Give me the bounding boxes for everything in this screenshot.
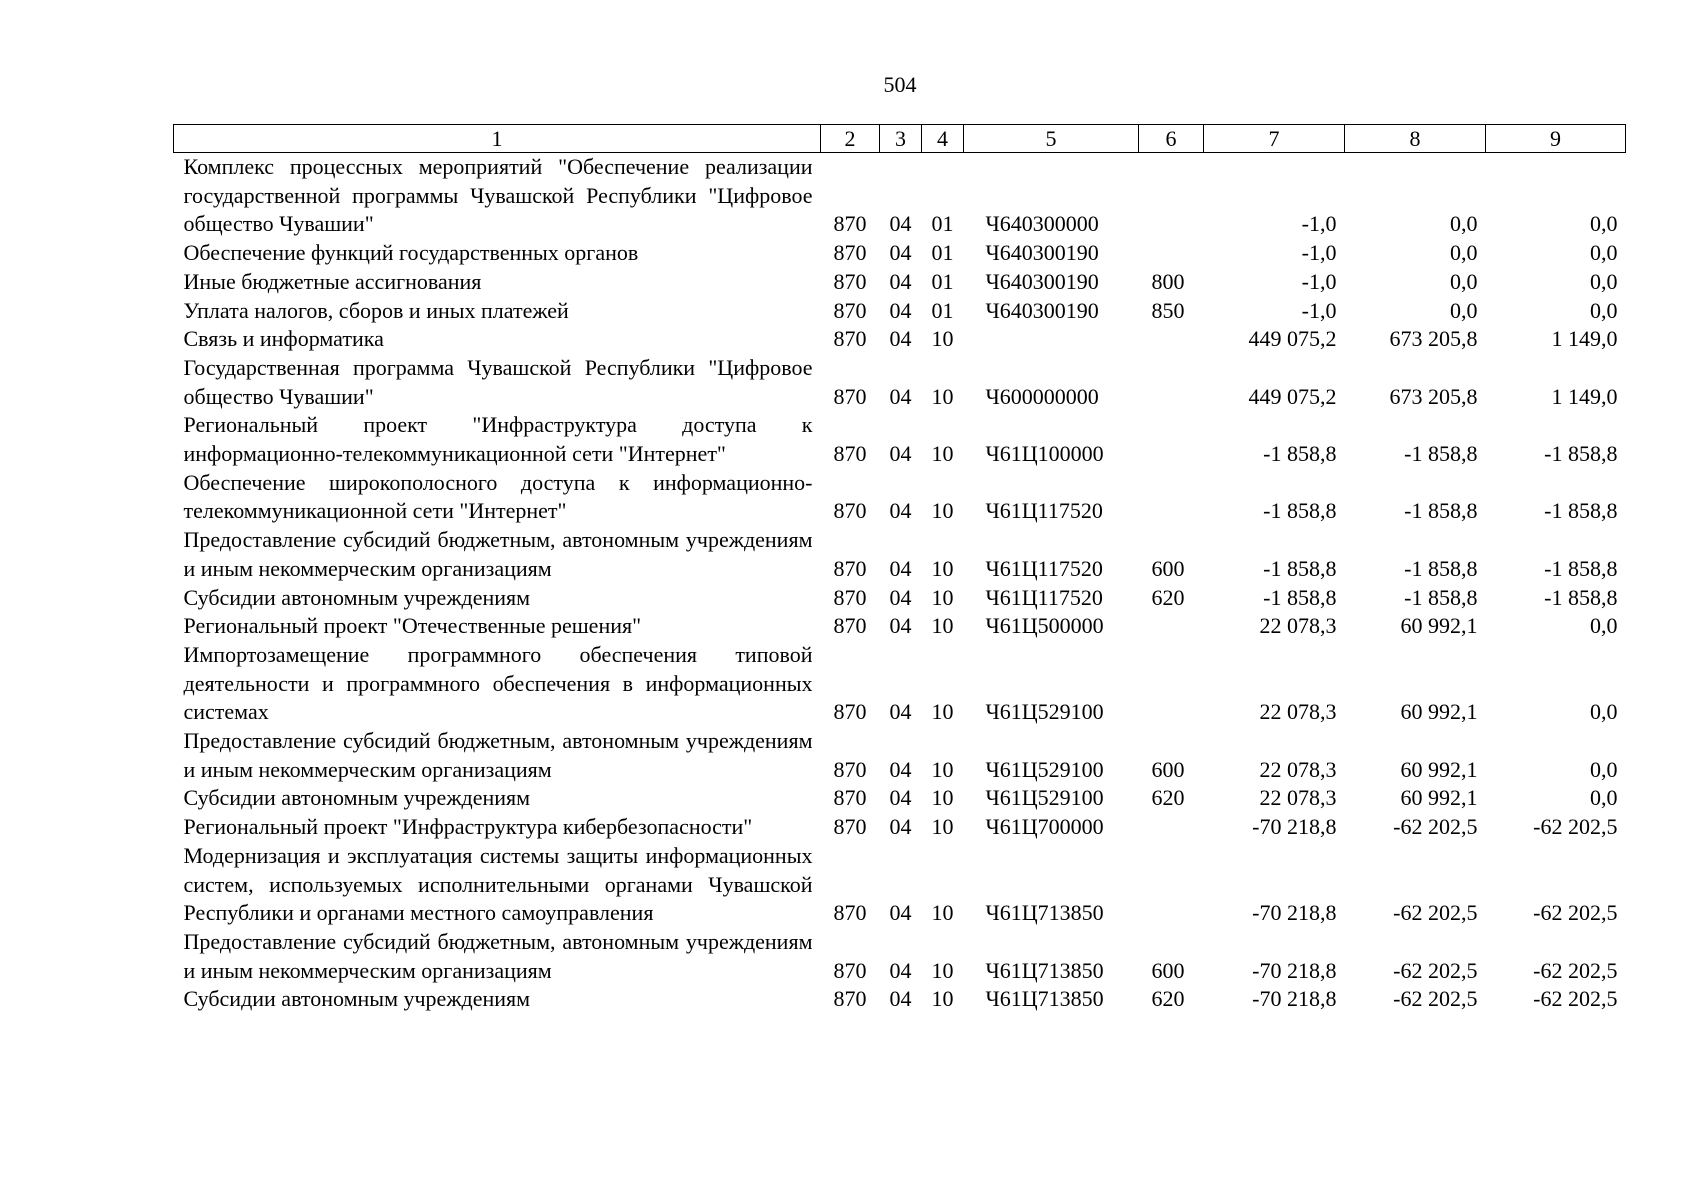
- amount-cell-7: -1,0: [1301, 297, 1337, 323]
- table-row: [174, 526, 1626, 583]
- amount-cell-9: 0,0: [1590, 785, 1618, 811]
- budget-table: [173, 124, 1626, 1014]
- column-header: 5: [964, 125, 1139, 153]
- amount-cell-8: -1 858,8: [1404, 555, 1478, 581]
- amount-cell-8: 673 205,8: [1389, 383, 1478, 409]
- ministry-code-cell: 870: [833, 699, 867, 725]
- expense-type-cell: [1139, 153, 1204, 240]
- target-code-cell: Ч640300190: [985, 297, 1099, 323]
- amount-cell-8: -62 202,5: [1393, 986, 1478, 1012]
- amount-cell-9: -1 858,8: [1544, 441, 1618, 467]
- row-name-cell: Комплекс процессных мероприятий "Обеспечение реализации государственной программы Чувашской Республики "Цифровое общество Чувашии": [183, 154, 813, 237]
- amount-cell-8: -62 202,5: [1393, 814, 1478, 840]
- table-row: [174, 239, 1626, 268]
- amount-cell-8: 60 992,1: [1400, 699, 1478, 725]
- amount-cell-7: -1 858,8: [1263, 441, 1337, 467]
- amount-cell-8: 0,0: [1450, 240, 1478, 266]
- amount-cell-8: 60 992,1: [1400, 756, 1478, 782]
- column-header: 3: [880, 125, 922, 153]
- target-code-cell: Ч61Ц700000: [985, 814, 1104, 840]
- row-name-cell: Модернизация и эксплуатация системы защиты информационных систем, используемых исполнительными органами Чувашской Республики и органами местного самоуправления: [183, 842, 813, 926]
- column-header: 6: [1139, 125, 1204, 153]
- row-name-cell: Региональный проект "Отечественные решения": [183, 613, 642, 639]
- target-code-cell: Ч61Ц117520: [985, 555, 1103, 581]
- ministry-code-cell: 870: [833, 613, 867, 639]
- subsection-code-cell: 10: [931, 584, 954, 610]
- section-code-cell: 04: [889, 326, 912, 352]
- amount-cell-7: -70 218,8: [1252, 900, 1337, 926]
- table-row: [174, 584, 1626, 613]
- amount-cell-7: -1,0: [1301, 211, 1337, 237]
- subsection-code-cell: 01: [931, 211, 954, 237]
- expense-type-cell: [1139, 411, 1204, 468]
- ministry-code-cell: 870: [833, 498, 867, 524]
- amount-cell-7: 449 075,2: [1248, 383, 1337, 409]
- amount-cell-9: -62 202,5: [1533, 957, 1618, 983]
- subsection-code-cell: 10: [931, 613, 954, 639]
- amount-cell-8: -1 858,8: [1404, 584, 1478, 610]
- section-code-cell: 04: [889, 957, 912, 983]
- table-row: [174, 985, 1626, 1014]
- section-code-cell: 04: [889, 297, 912, 323]
- expense-type-cell: 600: [1151, 555, 1185, 581]
- target-code-cell: Ч61Ц713850: [985, 957, 1104, 983]
- section-code-cell: 04: [889, 814, 912, 840]
- target-code-cell: Ч600000000: [985, 383, 1099, 409]
- target-code-cell: Ч61Ц100000: [985, 441, 1104, 467]
- row-name-cell: Субсидии автономным учреждениям: [183, 986, 531, 1012]
- subsection-code-cell: 01: [931, 268, 954, 294]
- table-row: [174, 928, 1626, 985]
- amount-cell-8: -1 858,8: [1404, 498, 1478, 524]
- subsection-code-cell: 10: [931, 383, 954, 409]
- target-code-cell: Ч640300000: [985, 211, 1099, 237]
- section-code-cell: 04: [889, 584, 912, 610]
- subsection-code-cell: 10: [931, 555, 954, 581]
- target-code-cell: Ч61Ц500000: [985, 613, 1104, 639]
- amount-cell-8: 60 992,1: [1400, 785, 1478, 811]
- table-body: [174, 153, 1626, 1015]
- amount-cell-8: 0,0: [1450, 297, 1478, 323]
- expense-type-cell: [1139, 842, 1204, 928]
- column-header: 1: [174, 125, 821, 153]
- table-row: [174, 325, 1626, 354]
- subsection-code-cell: 10: [931, 756, 954, 782]
- amount-cell-7: 22 078,3: [1259, 785, 1337, 811]
- table-row: [174, 612, 1626, 641]
- section-code-cell: 04: [889, 498, 912, 524]
- section-code-cell: 04: [889, 383, 912, 409]
- column-header: 7: [1204, 125, 1345, 153]
- column-header: 2: [821, 125, 880, 153]
- column-header: 9: [1486, 125, 1626, 153]
- amount-cell-7: -1 858,8: [1263, 498, 1337, 524]
- subsection-code-cell: 10: [931, 900, 954, 926]
- row-name-cell: Предоставление субсидий бюджетным, автономным учреждениям и иным некоммерческим организациям: [183, 728, 813, 782]
- amount-cell-7: 22 078,3: [1259, 699, 1337, 725]
- amount-cell-9: 1 149,0: [1551, 383, 1618, 409]
- expense-type-cell: [1139, 469, 1204, 526]
- row-name-cell: Обеспечение функций государственных органов: [183, 240, 639, 266]
- table-row: [174, 842, 1626, 928]
- amount-cell-9: -1 858,8: [1544, 584, 1618, 610]
- ministry-code-cell: 870: [833, 785, 867, 811]
- row-name-cell: Связь и информатика: [183, 326, 384, 352]
- row-name-cell: Иные бюджетные ассигнования: [183, 268, 482, 294]
- subsection-code-cell: 01: [931, 240, 954, 266]
- table-row: [174, 268, 1626, 297]
- amount-cell-7: -1,0: [1301, 268, 1337, 294]
- amount-cell-9: -1 858,8: [1544, 555, 1618, 581]
- row-name-cell: Импортозамещение программного обеспечения типовой деятельности и программного обеспечения в информационных системах: [183, 641, 813, 725]
- amount-cell-7: -70 218,8: [1252, 986, 1337, 1012]
- amount-cell-9: 0,0: [1590, 240, 1618, 266]
- section-code-cell: 04: [889, 268, 912, 294]
- amount-cell-7: -70 218,8: [1252, 957, 1337, 983]
- subsection-code-cell: 10: [931, 957, 954, 983]
- ministry-code-cell: 870: [833, 268, 867, 294]
- ministry-code-cell: 870: [833, 326, 867, 352]
- table-row: [174, 784, 1626, 813]
- target-code-cell: Ч640300190: [985, 240, 1099, 266]
- amount-cell-7: -1 858,8: [1263, 584, 1337, 610]
- section-code-cell: 04: [889, 785, 912, 811]
- target-code-cell: Ч61Ц529100: [985, 785, 1104, 811]
- expense-type-cell: [1139, 325, 1204, 354]
- amount-cell-8: -62 202,5: [1393, 957, 1478, 983]
- amount-cell-7: -70 218,8: [1252, 814, 1337, 840]
- ministry-code-cell: 870: [833, 240, 867, 266]
- expense-type-cell: 620: [1151, 584, 1185, 610]
- table-row: [174, 411, 1626, 468]
- table-row: [174, 813, 1626, 842]
- amount-cell-9: 0,0: [1590, 297, 1618, 323]
- amount-cell-7: 22 078,3: [1259, 756, 1337, 782]
- expense-type-cell: 600: [1151, 756, 1185, 782]
- section-code-cell: 04: [889, 555, 912, 581]
- target-code-cell: Ч61Ц713850: [985, 986, 1104, 1012]
- amount-cell-7: 22 078,3: [1259, 613, 1337, 639]
- section-code-cell: 04: [889, 900, 912, 926]
- ministry-code-cell: 870: [833, 584, 867, 610]
- amount-cell-9: 0,0: [1590, 613, 1618, 639]
- section-code-cell: 04: [889, 240, 912, 266]
- section-code-cell: 04: [889, 613, 912, 639]
- row-name-cell: Региональный проект "Инфраструктура доступа к информационно-телекоммуникационной сети "Интернет": [183, 412, 813, 467]
- amount-cell-8: 60 992,1: [1400, 613, 1478, 639]
- amount-cell-9: -62 202,5: [1533, 900, 1618, 926]
- amount-cell-9: 1 149,0: [1551, 326, 1618, 352]
- ministry-code-cell: 870: [833, 957, 867, 983]
- target-code-cell: Ч61Ц529100: [985, 699, 1104, 725]
- ministry-code-cell: 870: [833, 211, 867, 237]
- amount-cell-8: 0,0: [1450, 211, 1478, 237]
- ministry-code-cell: 870: [833, 900, 867, 926]
- expense-type-cell: 800: [1151, 268, 1185, 294]
- section-code-cell: 04: [889, 211, 912, 237]
- amount-cell-8: -62 202,5: [1393, 900, 1478, 926]
- ministry-code-cell: 870: [833, 441, 867, 467]
- ministry-code-cell: 870: [833, 986, 867, 1012]
- expense-type-cell: 600: [1151, 957, 1185, 983]
- section-code-cell: 04: [889, 441, 912, 467]
- target-code-cell: Ч61Ц713850: [985, 900, 1104, 926]
- expense-type-cell: [1139, 612, 1204, 641]
- expense-type-cell: 620: [1151, 785, 1185, 811]
- ministry-code-cell: 870: [833, 814, 867, 840]
- table-row: [174, 469, 1626, 526]
- page-number: 504: [883, 72, 917, 97]
- target-code-cell: Ч61Ц117520: [985, 498, 1103, 524]
- expense-type-cell: [1139, 239, 1204, 268]
- table-row: [174, 354, 1626, 411]
- section-code-cell: 04: [889, 756, 912, 782]
- target-code-cell: [964, 325, 1139, 354]
- subsection-code-cell: 10: [931, 785, 954, 811]
- ministry-code-cell: 870: [833, 756, 867, 782]
- row-name-cell: Предоставление субсидий бюджетным, автономным учреждениям и иным некоммерческим организациям: [183, 527, 813, 581]
- target-code-cell: Ч61Ц117520: [985, 584, 1103, 610]
- amount-cell-9: -1 858,8: [1544, 498, 1618, 524]
- target-code-cell: Ч640300190: [985, 268, 1099, 294]
- amount-cell-9: 0,0: [1590, 211, 1618, 237]
- row-name-cell: Региональный проект "Инфраструктура кибербезопасности": [183, 814, 753, 840]
- target-code-cell: Ч61Ц529100: [985, 756, 1104, 782]
- section-code-cell: 04: [889, 986, 912, 1012]
- column-header: 4: [922, 125, 964, 153]
- amount-cell-9: -62 202,5: [1533, 814, 1618, 840]
- subsection-code-cell: 10: [931, 699, 954, 725]
- row-name-cell: Государственная программа Чувашской Республики "Цифровое общество Чувашии": [183, 354, 813, 409]
- row-name-cell: Обеспечение широкополосного доступа к информационно-телекоммуникационной сети "Интернет": [183, 469, 813, 524]
- expense-type-cell: 850: [1151, 297, 1185, 323]
- column-header: 8: [1345, 125, 1486, 153]
- amount-cell-9: 0,0: [1590, 268, 1618, 294]
- table-header-row: [174, 125, 1626, 153]
- ministry-code-cell: 870: [833, 297, 867, 323]
- subsection-code-cell: 10: [931, 441, 954, 467]
- expense-type-cell: [1139, 354, 1204, 411]
- table-row: [174, 153, 1626, 240]
- amount-cell-9: 0,0: [1590, 699, 1618, 725]
- ministry-code-cell: 870: [833, 555, 867, 581]
- subsection-code-cell: 10: [931, 326, 954, 352]
- table-row: [174, 297, 1626, 326]
- amount-cell-9: 0,0: [1590, 756, 1618, 782]
- amount-cell-9: -62 202,5: [1533, 986, 1618, 1012]
- row-name-cell: Предоставление субсидий бюджетным, автономным учреждениям и иным некоммерческим организациям: [183, 928, 813, 983]
- amount-cell-7: -1,0: [1301, 240, 1337, 266]
- expense-type-cell: [1139, 813, 1204, 842]
- section-code-cell: 04: [889, 699, 912, 725]
- amount-cell-8: 673 205,8: [1389, 326, 1478, 352]
- row-name-cell: Субсидии автономным учреждениям: [183, 584, 531, 610]
- table-row: [174, 727, 1626, 784]
- subsection-code-cell: 10: [931, 814, 954, 840]
- row-name-cell: Субсидии автономным учреждениям: [183, 785, 531, 811]
- amount-cell-8: -1 858,8: [1404, 441, 1478, 467]
- amount-cell-7: -1 858,8: [1263, 555, 1337, 581]
- subsection-code-cell: 10: [931, 498, 954, 524]
- row-name-cell: Уплата налогов, сборов и иных платежей: [183, 297, 569, 323]
- subsection-code-cell: 10: [931, 986, 954, 1012]
- expense-type-cell: 620: [1151, 986, 1185, 1012]
- amount-cell-8: 0,0: [1450, 268, 1478, 294]
- subsection-code-cell: 01: [931, 297, 954, 323]
- table-row: [174, 641, 1626, 727]
- ministry-code-cell: 870: [833, 383, 867, 409]
- amount-cell-7: 449 075,2: [1248, 326, 1337, 352]
- expense-type-cell: [1139, 641, 1204, 727]
